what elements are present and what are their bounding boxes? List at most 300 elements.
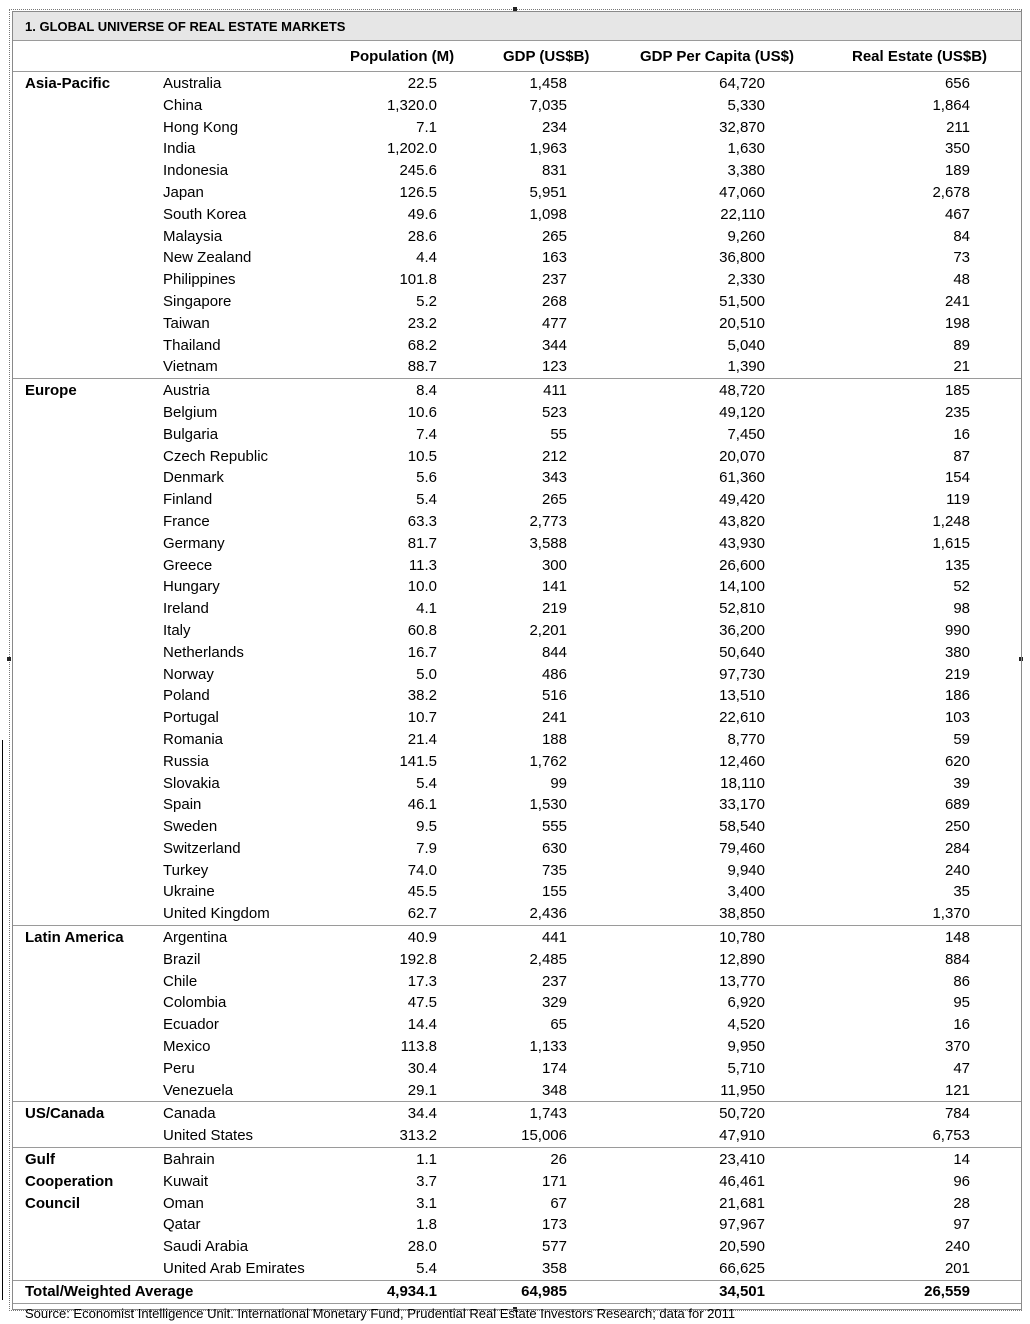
gdp-cell: 516 <box>541 687 567 705</box>
region-label: Gulf Cooperation Council <box>25 1151 114 1212</box>
total-real-estate: 26,559 <box>924 1282 970 1300</box>
gdp-per-capita-cell: 12,460 <box>719 752 765 770</box>
population-cell: 21.4 <box>407 730 437 748</box>
country-cell: China <box>163 96 203 114</box>
gdp-cell: 1,743 <box>529 1105 567 1123</box>
country-cell: Ecuador <box>163 1016 219 1034</box>
table-row <box>13 1149 1021 1171</box>
region-group <box>13 379 1021 926</box>
gdp-cell: 2,485 <box>529 950 567 968</box>
real-estate-cell: 154 <box>944 469 970 487</box>
gdp-cell: 237 <box>541 271 567 289</box>
gdp-per-capita-cell: 52,810 <box>719 600 765 618</box>
gdp-cell: 212 <box>541 447 567 465</box>
country-cell: Ukraine <box>163 883 215 901</box>
real-estate-cell: 52 <box>953 578 970 596</box>
population-cell: 5.2 <box>416 292 437 310</box>
country-cell: Thailand <box>163 336 221 354</box>
gdp-cell: 268 <box>541 292 567 310</box>
country-cell: Peru <box>163 1059 195 1077</box>
population-cell: 3.7 <box>416 1172 437 1190</box>
real-estate-cell: 211 <box>946 118 970 136</box>
gdp-per-capita-cell: 32,870 <box>719 118 765 136</box>
population-cell: 28.6 <box>407 227 437 245</box>
real-estate-cell: 121 <box>944 1081 970 1099</box>
table-row <box>13 269 1021 291</box>
table-body <box>13 72 1021 1281</box>
real-estate-cell: 89 <box>953 336 970 354</box>
table-row <box>13 816 1021 838</box>
gdp-cell: 163 <box>541 249 567 267</box>
real-estate-cell: 59 <box>953 730 970 748</box>
region-label: US/Canada <box>25 1105 105 1123</box>
gdp-cell: 1,133 <box>529 1038 567 1056</box>
population-cell: 7.4 <box>416 425 437 443</box>
population-cell: 10.0 <box>407 578 437 596</box>
gdp-cell: 1,963 <box>529 140 567 158</box>
gdp-per-capita-cell: 38,850 <box>719 905 765 923</box>
region-label: Europe <box>25 382 77 400</box>
population-cell: 60.8 <box>407 621 437 639</box>
country-cell: Taiwan <box>163 314 210 332</box>
total-row <box>13 1281 1021 1304</box>
gdp-per-capita-cell: 49,420 <box>719 491 765 509</box>
real-estate-cell: 2,678 <box>932 183 970 201</box>
country-cell: France <box>163 512 210 530</box>
real-estate-cell: 35 <box>953 883 970 901</box>
real-estate-cell: 689 <box>944 796 970 814</box>
table-row <box>13 489 1021 511</box>
real-estate-cell: 98 <box>953 600 970 618</box>
gdp-cell: 237 <box>541 972 567 990</box>
real-estate-cell: 119 <box>946 491 970 509</box>
gdp-per-capita-cell: 64,720 <box>719 75 765 92</box>
population-cell: 4.4 <box>416 249 437 267</box>
region-label: Asia-Pacific <box>25 75 111 92</box>
table-row <box>13 446 1021 468</box>
population-cell: 3.1 <box>416 1194 437 1212</box>
gdp-per-capita-cell: 22,110 <box>720 205 765 223</box>
gdp-per-capita-cell: 97,730 <box>719 665 765 683</box>
gdp-cell: 123 <box>541 358 567 376</box>
real-estate-cell: 241 <box>944 292 970 310</box>
real-estate-cell: 250 <box>944 818 970 836</box>
country-cell: United States <box>163 1127 254 1145</box>
population-cell: 81.7 <box>407 534 437 552</box>
table-row <box>13 971 1021 993</box>
gdp-per-capita-cell: 51,500 <box>719 292 765 310</box>
country-cell: Slovakia <box>163 774 220 792</box>
table-row <box>13 620 1021 642</box>
country-cell: Mexico <box>163 1038 211 1056</box>
real-estate-cell: 21 <box>953 358 970 376</box>
population-cell: 10.7 <box>407 709 437 727</box>
column-header-row <box>13 41 1021 72</box>
population-cell: 17.3 <box>407 972 437 990</box>
table-row <box>13 402 1021 424</box>
gdp-per-capita-cell: 5,040 <box>727 336 765 354</box>
gdp-cell: 173 <box>541 1216 567 1234</box>
country-cell: Sweden <box>163 818 218 836</box>
gdp-per-capita-cell: 9,940 <box>727 861 765 879</box>
real-estate-cell: 620 <box>944 752 970 770</box>
real-estate-cell: 884 <box>944 950 970 968</box>
table-row <box>13 1103 1021 1125</box>
gdp-per-capita-cell: 26,600 <box>719 556 765 574</box>
table-row <box>13 838 1021 860</box>
table-row <box>13 1014 1021 1036</box>
country-cell: Poland <box>163 687 210 705</box>
gdp-cell: 15,006 <box>521 1127 567 1145</box>
gdp-per-capita-cell: 14,100 <box>719 578 765 596</box>
margin-marker <box>2 740 3 1300</box>
gdp-cell: 523 <box>541 403 567 421</box>
table-row <box>13 335 1021 357</box>
population-cell: 101.8 <box>399 271 437 289</box>
table-row <box>13 160 1021 182</box>
country-cell: Finland <box>163 491 213 509</box>
gdp-per-capita-cell: 9,950 <box>727 1038 765 1056</box>
market-table <box>12 11 1022 1321</box>
real-estate-cell: 28 <box>953 1194 970 1212</box>
real-estate-cell: 240 <box>944 1238 970 1256</box>
region-label: Latin America <box>25 929 124 947</box>
header-gdp-per-capita: GDP Per Capita (US$) <box>640 48 794 65</box>
gdp-cell: 265 <box>541 491 567 509</box>
header-population: Population (M) <box>350 48 455 65</box>
population-cell: 74.0 <box>407 861 437 879</box>
real-estate-cell: 990 <box>944 621 970 639</box>
real-estate-cell: 240 <box>944 861 970 879</box>
table-row <box>13 182 1021 204</box>
table-row <box>13 1080 1021 1102</box>
table-row <box>13 598 1021 620</box>
gdp-cell: 1,530 <box>529 796 567 814</box>
gdp-per-capita-cell: 33,170 <box>719 796 765 814</box>
population-cell: 63.3 <box>407 512 437 530</box>
real-estate-cell: 1,864 <box>932 96 970 114</box>
resize-handle-left[interactable] <box>7 657 11 661</box>
population-cell: 5.4 <box>416 491 437 509</box>
gdp-per-capita-cell: 47,060 <box>719 183 765 201</box>
population-cell: 5.4 <box>416 774 437 792</box>
table-row <box>13 707 1021 729</box>
gdp-per-capita-cell: 43,930 <box>719 534 765 552</box>
country-cell: Kuwait <box>163 1172 209 1190</box>
country-cell: Denmark <box>163 469 224 487</box>
table-row <box>13 642 1021 664</box>
gdp-per-capita-cell: 49,120 <box>719 403 765 421</box>
gdp-cell: 441 <box>541 929 567 947</box>
gdp-cell: 577 <box>541 1238 567 1256</box>
country-cell: Malaysia <box>163 227 223 245</box>
real-estate-cell: 14 <box>953 1151 970 1169</box>
real-estate-cell: 148 <box>944 929 970 947</box>
real-estate-cell: 185 <box>944 382 970 400</box>
gdp-cell: 234 <box>541 118 567 136</box>
table-row <box>13 773 1021 795</box>
table-row <box>13 1171 1021 1193</box>
gdp-cell: 265 <box>541 227 567 245</box>
gdp-per-capita-cell: 20,590 <box>719 1238 765 1256</box>
gdp-per-capita-cell: 58,540 <box>719 818 765 836</box>
gdp-cell: 735 <box>541 861 567 879</box>
table-row <box>13 555 1021 577</box>
country-cell: Colombia <box>163 994 227 1012</box>
table-row <box>13 313 1021 335</box>
real-estate-cell: 47 <box>953 1059 970 1077</box>
gdp-cell: 141 <box>541 578 567 596</box>
table-row <box>13 1193 1021 1215</box>
real-estate-cell: 95 <box>953 994 970 1012</box>
gdp-per-capita-cell: 7,450 <box>727 425 765 443</box>
real-estate-cell: 84 <box>953 227 970 245</box>
population-cell: 40.9 <box>407 929 437 947</box>
population-cell: 5.0 <box>416 665 437 683</box>
gdp-per-capita-cell: 6,920 <box>727 994 765 1012</box>
table-row <box>13 1058 1021 1080</box>
table-row <box>13 533 1021 555</box>
real-estate-cell: 198 <box>944 314 970 332</box>
country-cell: Portugal <box>163 709 219 727</box>
region-group <box>13 72 1021 379</box>
real-estate-cell: 370 <box>944 1038 970 1056</box>
gdp-cell: 155 <box>541 883 567 901</box>
population-cell: 14.4 <box>407 1016 437 1034</box>
population-cell: 1,320.0 <box>386 96 437 114</box>
table-row <box>13 1125 1021 1147</box>
real-estate-cell: 784 <box>944 1105 970 1123</box>
gdp-cell: 348 <box>541 1081 567 1099</box>
gdp-cell: 2,436 <box>529 905 567 923</box>
population-cell: 62.7 <box>407 905 437 923</box>
population-cell: 11.3 <box>408 556 437 574</box>
population-cell: 38.2 <box>407 687 437 705</box>
population-cell: 29.1 <box>407 1081 437 1099</box>
population-cell: 7.9 <box>416 839 437 857</box>
country-cell: Chile <box>163 972 198 990</box>
gdp-per-capita-cell: 13,770 <box>719 972 765 990</box>
table-row <box>13 751 1021 773</box>
gdp-cell: 477 <box>541 314 567 332</box>
gdp-cell: 411 <box>543 382 567 400</box>
table-row <box>13 138 1021 160</box>
country-cell: Greece <box>163 556 213 574</box>
country-cell: Russia <box>163 752 209 770</box>
gdp-cell: 3,588 <box>529 534 567 552</box>
real-estate-cell: 103 <box>944 709 970 727</box>
country-cell: Venezuela <box>163 1081 234 1099</box>
gdp-cell: 844 <box>541 643 567 661</box>
real-estate-cell: 350 <box>944 140 970 158</box>
population-cell: 23.2 <box>407 314 437 332</box>
table-row <box>13 685 1021 707</box>
real-estate-cell: 189 <box>944 162 970 180</box>
gdp-cell: 5,951 <box>529 183 567 201</box>
gdp-cell: 2,201 <box>529 621 567 639</box>
gdp-cell: 329 <box>541 994 567 1012</box>
real-estate-cell: 86 <box>953 972 970 990</box>
gdp-cell: 99 <box>550 774 567 792</box>
country-cell: Turkey <box>163 861 209 879</box>
gdp-per-capita-cell: 46,461 <box>719 1172 765 1190</box>
population-cell: 1.1 <box>416 1151 437 1169</box>
gdp-per-capita-cell: 5,710 <box>727 1059 765 1077</box>
country-cell: Qatar <box>163 1216 201 1234</box>
real-estate-cell: 1,248 <box>932 512 970 530</box>
gdp-cell: 1,762 <box>529 752 567 770</box>
population-cell: 9.5 <box>416 818 437 836</box>
table-row <box>13 903 1021 925</box>
gdp-cell: 486 <box>541 665 567 683</box>
gdp-cell: 555 <box>541 818 567 836</box>
region-group <box>13 1148 1021 1281</box>
gdp-per-capita-cell: 79,460 <box>719 839 765 857</box>
gdp-per-capita-cell: 61,360 <box>719 469 765 487</box>
table-row <box>13 117 1021 139</box>
table-row <box>13 424 1021 446</box>
gdp-cell: 300 <box>541 556 567 574</box>
gdp-cell: 26 <box>550 1151 567 1169</box>
real-estate-cell: 97 <box>953 1216 970 1234</box>
gdp-cell: 188 <box>541 730 567 748</box>
real-estate-cell: 201 <box>944 1260 970 1278</box>
real-estate-cell: 6,753 <box>932 1127 970 1145</box>
real-estate-cell: 16 <box>953 425 970 443</box>
real-estate-cell: 467 <box>944 205 970 223</box>
country-cell: Switzerland <box>163 839 241 857</box>
real-estate-cell: 219 <box>944 665 970 683</box>
population-cell: 245.6 <box>399 162 437 180</box>
country-cell: Norway <box>163 665 214 683</box>
region-group <box>13 926 1021 1102</box>
gdp-per-capita-cell: 9,260 <box>727 227 765 245</box>
population-cell: 5.4 <box>416 1260 437 1278</box>
country-cell: Romania <box>163 730 224 748</box>
country-cell: Philippines <box>163 271 236 289</box>
population-cell: 1.8 <box>416 1216 437 1234</box>
table-row <box>13 992 1021 1014</box>
population-cell: 88.7 <box>407 358 437 376</box>
gdp-per-capita-cell: 48,720 <box>719 382 765 400</box>
table-row <box>13 73 1021 95</box>
country-cell: Australia <box>163 75 222 92</box>
country-cell: Hong Kong <box>163 118 239 136</box>
real-estate-cell: 16 <box>953 1016 970 1034</box>
gdp-cell: 343 <box>541 469 567 487</box>
country-cell: Singapore <box>163 292 232 310</box>
gdp-cell: 65 <box>550 1016 567 1034</box>
table-row <box>13 467 1021 489</box>
table-row <box>13 729 1021 751</box>
gdp-per-capita-cell: 23,410 <box>719 1151 765 1169</box>
real-estate-cell: 96 <box>953 1172 970 1190</box>
gdp-cell: 241 <box>541 709 567 727</box>
table-row <box>13 1036 1021 1058</box>
gdp-per-capita-cell: 21,681 <box>719 1194 765 1212</box>
table-row <box>13 226 1021 248</box>
gdp-cell: 831 <box>541 162 567 180</box>
population-cell: 126.5 <box>399 183 437 201</box>
gdp-per-capita-cell: 2,330 <box>727 271 765 289</box>
table-row <box>13 356 1021 378</box>
gdp-per-capita-cell: 50,640 <box>719 643 765 661</box>
gdp-per-capita-cell: 8,770 <box>727 730 765 748</box>
country-cell: Spain <box>163 796 202 814</box>
population-cell: 313.2 <box>399 1127 437 1145</box>
population-cell: 49.6 <box>407 205 437 223</box>
gdp-per-capita-cell: 1,630 <box>727 140 765 158</box>
gdp-per-capita-cell: 47,910 <box>719 1127 765 1145</box>
total-gdp-per-capita: 34,501 <box>719 1282 765 1300</box>
gdp-cell: 174 <box>541 1059 567 1077</box>
country-cell: Hungary <box>163 578 220 596</box>
header-gdp: GDP (US$B) <box>503 48 590 65</box>
real-estate-cell: 39 <box>953 774 970 792</box>
real-estate-cell: 186 <box>944 687 970 705</box>
real-estate-cell: 87 <box>953 447 970 465</box>
population-cell: 7.1 <box>416 118 437 136</box>
gdp-per-capita-cell: 43,820 <box>719 512 765 530</box>
population-cell: 34.4 <box>407 1105 437 1123</box>
table-row <box>13 95 1021 117</box>
population-cell: 30.4 <box>407 1059 437 1077</box>
total-label: Total/Weighted Average <box>25 1282 194 1300</box>
country-cell: Indonesia <box>163 162 229 180</box>
country-cell: Bahrain <box>163 1151 215 1169</box>
real-estate-cell: 656 <box>944 75 970 92</box>
population-cell: 4.1 <box>416 600 437 618</box>
country-cell: United Arab Emirates <box>163 1260 305 1278</box>
country-cell: Oman <box>163 1194 204 1212</box>
country-cell: Czech Republic <box>163 447 269 465</box>
country-cell: Belgium <box>163 403 218 421</box>
total-population: 4,934.1 <box>386 1282 437 1300</box>
gdp-per-capita-cell: 20,510 <box>719 314 765 332</box>
population-cell: 141.5 <box>399 752 437 770</box>
gdp-per-capita-cell: 4,520 <box>727 1016 765 1034</box>
gdp-per-capita-cell: 5,330 <box>727 96 765 114</box>
gdp-cell: 344 <box>541 336 567 354</box>
table-row <box>13 1236 1021 1258</box>
table-row <box>13 1214 1021 1236</box>
gdp-per-capita-cell: 22,610 <box>719 709 765 727</box>
gdp-per-capita-cell: 66,625 <box>719 1260 765 1278</box>
country-cell: Canada <box>163 1105 216 1123</box>
gdp-cell: 1,458 <box>529 75 567 92</box>
table-title-text: 1. GLOBAL UNIVERSE OF REAL ESTATE MARKETS <box>25 18 346 34</box>
real-estate-cell: 135 <box>944 556 970 574</box>
country-cell: Ireland <box>163 600 209 618</box>
gdp-per-capita-cell: 11,950 <box>720 1081 765 1099</box>
country-cell: Italy <box>163 621 191 639</box>
table-row <box>13 881 1021 903</box>
population-cell: 47.5 <box>407 994 437 1012</box>
country-cell: Bulgaria <box>163 425 219 443</box>
gdp-cell: 1,098 <box>529 205 567 223</box>
table-row <box>13 794 1021 816</box>
table-row <box>13 927 1021 949</box>
gdp-per-capita-cell: 12,890 <box>719 950 765 968</box>
population-cell: 16.7 <box>407 643 437 661</box>
real-estate-cell: 73 <box>953 249 970 267</box>
real-estate-cell: 1,615 <box>932 534 970 552</box>
population-cell: 68.2 <box>407 336 437 354</box>
gdp-per-capita-cell: 50,720 <box>719 1105 765 1123</box>
table-row <box>13 247 1021 269</box>
gdp-per-capita-cell: 36,800 <box>719 249 765 267</box>
total-gdp: 64,985 <box>521 1282 567 1300</box>
